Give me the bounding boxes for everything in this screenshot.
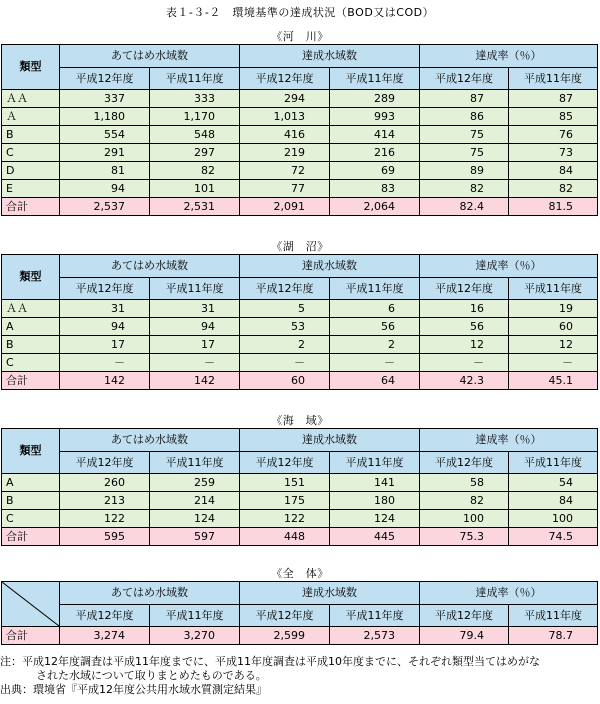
value-cell: 56 [330,318,420,336]
value-cell: 75 [420,144,509,162]
type-label: A [2,474,60,492]
value-cell: 548 [150,126,240,144]
year11-header: 平成11年度 [330,278,420,300]
value-cell: － [150,354,240,372]
value-cell: 82 [150,162,240,180]
value-cell: 151 [240,474,330,492]
value-cell: 213 [60,492,150,510]
table-row [2,90,598,108]
table-row [2,336,598,354]
total-label: 合計 [2,372,60,390]
achieved-header: 達成水域数 [240,255,420,278]
value-cell: 142 [60,372,150,390]
section-title-lakes: 《湖 沼》 [271,240,329,253]
table-row [2,474,598,492]
type-label: ＡＡ [2,300,60,318]
value-cell: 2,599 [240,627,330,645]
source-note: 出典：環境省『平成12年度公共用水域水質測定結果』 [0,683,267,696]
type-label: C [2,354,60,372]
value-cell: 82.4 [420,198,509,216]
year12-header: 平成12年度 [240,278,330,300]
value-cell: 83 [330,180,420,198]
value-cell: 2,064 [330,198,420,216]
value-cell: 2,531 [150,198,240,216]
diagonal-line [2,582,59,626]
value-cell: 1,180 [60,108,150,126]
year12-header: 平成12年度 [420,278,509,300]
designated-header: あてはめ水域数 [60,45,240,68]
value-cell: 81 [60,162,150,180]
table-row [2,300,598,318]
value-cell: 142 [150,372,240,390]
value-cell: 259 [150,474,240,492]
table-row [2,180,598,198]
value-cell: 414 [330,126,420,144]
value-cell: 180 [330,492,420,510]
value-cell: 216 [330,144,420,162]
year11-header: 平成11年度 [150,278,240,300]
value-cell: 87 [420,90,509,108]
rate-header: 達成率（％） [420,429,598,452]
footnote [0,655,600,697]
year11-header: 平成11年度 [509,68,598,90]
year12-header: 平成12年度 [420,68,509,90]
value-cell: 12 [420,336,509,354]
value-cell: 219 [240,144,330,162]
table-row [2,318,598,336]
achieved-header: 達成水域数 [240,45,420,68]
year12-header: 平成12年度 [420,605,509,627]
year12-header: 平成12年度 [60,278,150,300]
rate-header: 達成率（％） [420,582,598,605]
total-row [2,627,598,645]
value-cell: 19 [509,300,598,318]
value-cell: 72 [240,162,330,180]
value-cell: 337 [60,90,150,108]
value-cell: 12 [509,336,598,354]
value-cell: 3,274 [60,627,150,645]
total-row [2,528,598,546]
year11-header: 平成11年度 [330,605,420,627]
value-cell: 3,270 [150,627,240,645]
value-cell: 76 [509,126,598,144]
value-cell: 124 [330,510,420,528]
value-cell: 84 [509,492,598,510]
value-cell: 75.3 [420,528,509,546]
section-title-overall: 《全 体》 [271,567,329,580]
value-cell: 289 [330,90,420,108]
section-title-sea: 《海 域》 [271,414,329,427]
overall-body [2,627,598,645]
value-cell: 260 [60,474,150,492]
value-cell: 6 [330,300,420,318]
value-cell: － [330,354,420,372]
value-cell: 60 [509,318,598,336]
value-cell: 64 [330,372,420,390]
value-cell: 31 [150,300,240,318]
value-cell: 78.7 [509,627,598,645]
value-cell: 81.5 [509,198,598,216]
value-cell: 58 [420,474,509,492]
value-cell: 86 [420,108,509,126]
value-cell: 595 [60,528,150,546]
overall-table [1,581,598,645]
value-cell: － [509,354,598,372]
value-cell: 69 [330,162,420,180]
value-cell: 333 [150,90,240,108]
type-label: C [2,144,60,162]
value-cell: 42.3 [420,372,509,390]
value-cell: 77 [240,180,330,198]
value-cell: 2 [330,336,420,354]
value-cell: 5 [240,300,330,318]
year11-header: 平成11年度 [330,452,420,474]
value-cell: 597 [150,528,240,546]
value-cell: － [60,354,150,372]
value-cell: 2,091 [240,198,330,216]
lakes-body [2,300,598,390]
value-cell: 993 [330,108,420,126]
table-title: 表１-３-２ 環境基準の達成状況（BOD又はCOD） [165,6,435,19]
year11-header: 平成11年度 [150,452,240,474]
rate-header: 達成率（％） [420,255,598,278]
value-cell: 84 [509,162,598,180]
value-cell: 89 [420,162,509,180]
designated-header: あてはめ水域数 [60,582,240,605]
sea-body [2,474,598,546]
value-cell: 141 [330,474,420,492]
value-cell: 17 [150,336,240,354]
type-label: B [2,126,60,144]
year12-header: 平成12年度 [420,452,509,474]
total-label: 合計 [2,528,60,546]
total-label: 合計 [2,198,60,216]
value-cell: 448 [240,528,330,546]
value-cell: 82 [420,492,509,510]
table-row [2,126,598,144]
rate-header: 達成率（％） [420,45,598,68]
designated-header: あてはめ水域数 [60,255,240,278]
type-label: B [2,336,60,354]
value-cell: 445 [330,528,420,546]
table-row [2,162,598,180]
value-cell: 214 [150,492,240,510]
year12-header: 平成12年度 [60,68,150,90]
value-cell: 297 [150,144,240,162]
type-header: 類型 [2,429,60,474]
total-label: 合計 [2,627,60,645]
designated-header: あてはめ水域数 [60,429,240,452]
rivers-body [2,90,598,216]
value-cell: 45.1 [509,372,598,390]
value-cell: 82 [509,180,598,198]
value-cell: 17 [60,336,150,354]
sea-table [1,428,598,546]
value-cell: 2 [240,336,330,354]
diagonal-header-cell [2,582,60,627]
value-cell: 2,537 [60,198,150,216]
achieved-header: 達成水域数 [240,429,420,452]
type-label: D [2,162,60,180]
value-cell: 554 [60,126,150,144]
value-cell: 53 [240,318,330,336]
type-header: 類型 [2,45,60,90]
value-cell: 124 [150,510,240,528]
year11-header: 平成11年度 [330,68,420,90]
value-cell: 54 [509,474,598,492]
value-cell: － [240,354,330,372]
table-row [2,108,598,126]
rivers-table [1,44,598,216]
type-header: 類型 [2,255,60,300]
value-cell: 2,573 [330,627,420,645]
type-label: E [2,180,60,198]
value-cell: 416 [240,126,330,144]
year12-header: 平成12年度 [240,68,330,90]
value-cell: － [420,354,509,372]
year12-header: 平成12年度 [60,452,150,474]
year12-header: 平成12年度 [240,605,330,627]
achieved-header: 達成水域数 [240,582,420,605]
value-cell: 31 [60,300,150,318]
value-cell: 73 [509,144,598,162]
value-cell: 87 [509,90,598,108]
value-cell: 16 [420,300,509,318]
value-cell: 1,013 [240,108,330,126]
value-cell: 79.4 [420,627,509,645]
type-label: C [2,510,60,528]
table-row [2,492,598,510]
value-cell: 94 [60,318,150,336]
value-cell: 175 [240,492,330,510]
lakes-table [1,254,598,390]
value-cell: 122 [240,510,330,528]
value-cell: 100 [509,510,598,528]
type-label: A [2,318,60,336]
table-row [2,144,598,162]
year11-header: 平成11年度 [509,278,598,300]
value-cell: 122 [60,510,150,528]
year11-header: 平成11年度 [150,605,240,627]
footnote-line2: された水域について取りまとめたものである。 [36,669,267,682]
type-label: ＡＡ [2,90,60,108]
value-cell: 94 [60,180,150,198]
total-row [2,198,598,216]
value-cell: 94 [150,318,240,336]
value-cell: 291 [60,144,150,162]
value-cell: 56 [420,318,509,336]
value-cell: 85 [509,108,598,126]
value-cell: 82 [420,180,509,198]
section-title-rivers: 《河 川》 [271,30,329,43]
value-cell: 101 [150,180,240,198]
year11-header: 平成11年度 [509,452,598,474]
year12-header: 平成12年度 [240,452,330,474]
year11-header: 平成11年度 [509,605,598,627]
table-row [2,510,598,528]
type-label: Ａ [2,108,60,126]
type-label: B [2,492,60,510]
table-row [2,354,598,372]
footnote-line1: 注：平成12年度調査は平成11年度までに、平成11年度調査は平成10年度までに、それぞれ類型当てはめがな [0,655,540,668]
value-cell: 1,170 [150,108,240,126]
year11-header: 平成11年度 [150,68,240,90]
value-cell: 75 [420,126,509,144]
value-cell: 60 [240,372,330,390]
value-cell: 74.5 [509,528,598,546]
value-cell: 100 [420,510,509,528]
value-cell: 294 [240,90,330,108]
total-row [2,372,598,390]
year12-header: 平成12年度 [60,605,150,627]
